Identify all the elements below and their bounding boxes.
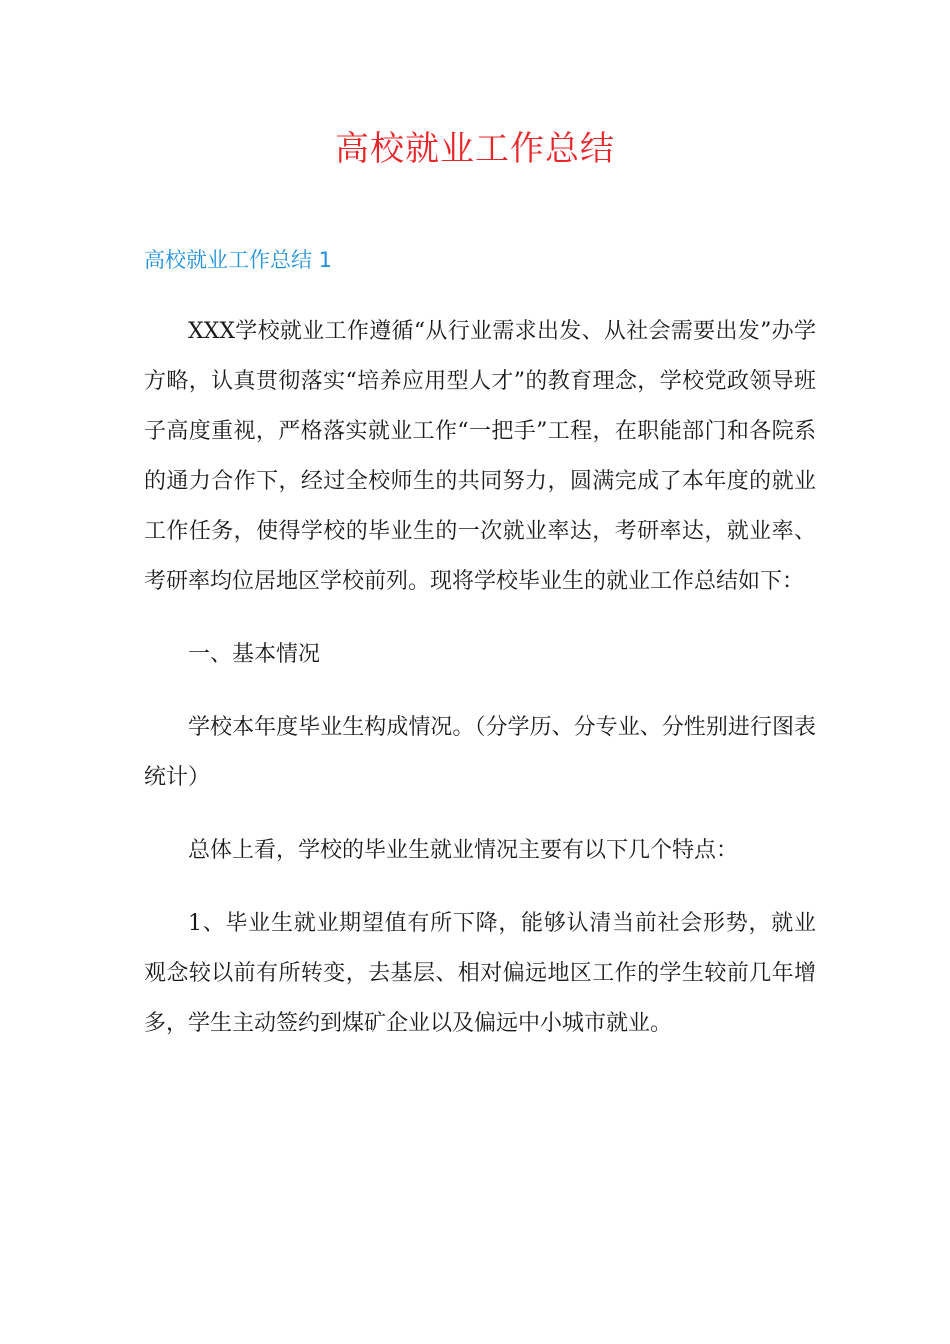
paragraph-composition: 学校本年度毕业生构成情况。（分学历、分专业、分性别进行图表统计） <box>144 715 816 790</box>
paragraph-overview: 总体上看，学校的毕业生就业情况主要有以下几个特点： <box>188 838 739 863</box>
document-body <box>144 307 816 1072</box>
paragraph-intro: XXX学校就业工作遵循“从行业需求出发、从社会需要出发”办学方略，认真贯彻落实“培养应用型人才”的教育理念，学校党政领导班子高度重视，严格落实就业工作“一把手”工程，在职能部门和各院系的通力合作下，经过全校师生的共同努力，圆满完成了本年度的就业工作任务，使得学校的毕业生的一次就业率达，考研率达，就业率、考研率均位居地区学校前列。现将学校毕业生的就业工作总结如下： <box>144 319 816 594</box>
paragraph-basic-situation-heading: 一、基本情况 <box>188 642 321 667</box>
document-title: 高校就业工作总结 <box>335 129 615 169</box>
paragraph-point-1: 1、毕业生就业期望值有所下降，能够认清当前社会形势，就业观念较以前有所转变，去基层、相对偏远地区工作的学生较前几年增多，学生主动签约到煤矿企业以及偏远中小城市就业。 <box>144 911 816 1036</box>
section-heading: 高校就业工作总结 1 <box>144 248 333 272</box>
